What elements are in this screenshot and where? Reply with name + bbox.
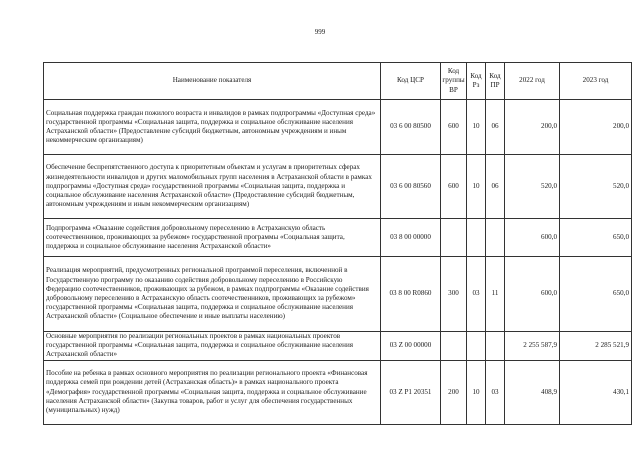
- row-vr: 600: [441, 100, 467, 155]
- row-name: Подпрограмма «Оказание содействия добровольному переселению в Астраханскую область соотечественников, проживающих за рубежом» государственной программы «Социальная защита, поддержка и социальное обслуживание населения Астраханской области»: [44, 219, 381, 257]
- row-2023: 430,1: [560, 360, 632, 424]
- row-rz: 10: [467, 360, 486, 424]
- budget-table: [43, 62, 632, 425]
- row-csr: 03 6 00 80500: [381, 100, 441, 155]
- row-rz: 10: [467, 155, 486, 219]
- table-row: [44, 257, 632, 332]
- table-row: [44, 219, 632, 257]
- row-2022: 600,0: [505, 257, 560, 332]
- header-name: Наименование показателя: [44, 63, 381, 100]
- table-row: [44, 360, 632, 424]
- table-row: [44, 332, 632, 361]
- row-2022: 600,0: [505, 219, 560, 257]
- row-name: Реализация мероприятий, предусмотренных региональной программой переселения, включенной в Государственную программу по оказанию содействия добровольному переселению в Российскую Федерацию соотечественников, проживающих за рубежом, в рамках подпрограммы «Оказание содействия добровольному переселению в Астраханскую область соотечественников, проживающих за рубежом» государственной программы «Социальная защита, поддержка и социальное обслуживание населения Астраханской области» (Социальное обеспечение и иные выплаты населению): [44, 257, 381, 332]
- row-name: Основные мероприятия по реализации региональных проектов в рамках национальных проектов государственной программы «Социальная защита, поддержка и социальное обслуживание населения Астраханской области»: [44, 332, 381, 361]
- header-rz: Код Рз: [467, 63, 486, 100]
- row-2022: 2 255 587,9: [505, 332, 560, 361]
- row-rz: [467, 219, 486, 257]
- row-2022: 200,0: [505, 100, 560, 155]
- row-2022: 520,0: [505, 155, 560, 219]
- row-2023: 650,0: [560, 219, 632, 257]
- row-csr: 03 Z 00 00000: [381, 332, 441, 361]
- row-2023: 650,0: [560, 257, 632, 332]
- row-pr: 06: [486, 100, 505, 155]
- row-csr: 03 Z P1 20351: [381, 360, 441, 424]
- row-2023: 200,0: [560, 100, 632, 155]
- header-2023: 2023 год: [560, 63, 632, 100]
- row-name: Социальная поддержка граждан пожилого возраста и инвалидов в рамках подпрограммы «Доступная среда» государственной программы «Социальная защита, поддержка и социальное обслуживание населения Астраханской области» (Предоставление субсидий бюджетным, автономным учреждениям и иным некоммерческим организациям): [44, 100, 381, 155]
- header-pr: Код ПР: [486, 63, 505, 100]
- table-row: [44, 155, 632, 219]
- row-2023: 520,0: [560, 155, 632, 219]
- row-rz: 10: [467, 100, 486, 155]
- row-vr: [441, 332, 467, 361]
- row-2023: 2 285 521,9: [560, 332, 632, 361]
- row-pr: [486, 219, 505, 257]
- row-pr: [486, 332, 505, 361]
- row-pr: 03: [486, 360, 505, 424]
- row-vr: 600: [441, 155, 467, 219]
- row-rz: [467, 332, 486, 361]
- row-vr: 300: [441, 257, 467, 332]
- row-csr: 03 8 00 R0860: [381, 257, 441, 332]
- row-rz: 03: [467, 257, 486, 332]
- header-vr: Код группы ВР: [441, 63, 467, 100]
- row-pr: 11: [486, 257, 505, 332]
- row-pr: 06: [486, 155, 505, 219]
- row-name: Пособие на ребенка в рамках основного мероприятия по реализации регионального проекта «Финансовая поддержка семей при рождении детей (Астраханская область)» в рамках национального проекта «Демография» государственной программы «Социальная защита, поддержка и социальное обслуживание населения Астраханской области» (Закупка товаров, работ и услуг для обеспечения государственных (муниципальных) нужд): [44, 360, 381, 424]
- row-vr: 200: [441, 360, 467, 424]
- header-2022: 2022 год: [505, 63, 560, 100]
- header-csr: Код ЦСР: [381, 63, 441, 100]
- table-row: [44, 100, 632, 155]
- row-name: Обеспечение беспрепятственного доступа к приоритетным объектам и услугам в приоритетных сферах жизнедеятельности инвалидов и других маломобильных групп населения в Астраханской области в рамках подпрограммы «Доступная среда» государственной программы «Социальная защита, поддержка и социальное обслуживание населения Астраханской области» (Предоставление субсидий бюджетным, автономным учреждениям и иным некоммерческим организациям): [44, 155, 381, 219]
- row-csr: 03 6 00 80560: [381, 155, 441, 219]
- row-2022: 408,9: [505, 360, 560, 424]
- row-vr: [441, 219, 467, 257]
- table-header-row: [44, 63, 632, 100]
- row-csr: 03 8 00 00000: [381, 219, 441, 257]
- page-number: 999: [314, 28, 326, 36]
